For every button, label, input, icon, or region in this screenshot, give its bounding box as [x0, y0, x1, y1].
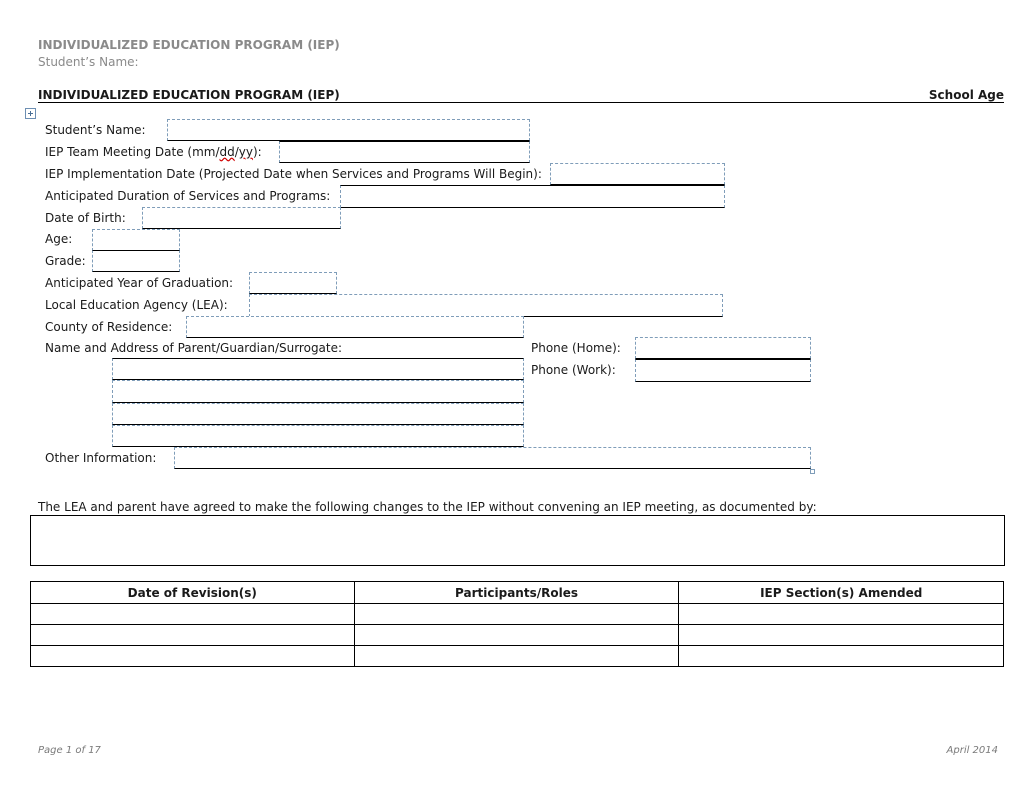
age-label: Age:: [45, 232, 73, 246]
graduation-year-label: Anticipated Year of Graduation:: [45, 276, 234, 290]
date-of-birth-label: Date of Birth:: [45, 211, 126, 225]
county-field[interactable]: [186, 316, 524, 338]
date-of-birth-field[interactable]: [142, 207, 341, 229]
form-title: INDIVIDUALIZED EDUCATION PROGRAM (IEP): [38, 88, 340, 102]
grade-label: Grade:: [45, 254, 86, 268]
participants-header: Participants/Roles: [354, 582, 679, 604]
implementation-date-label: IEP Implementation Date (Projected Date when Services and Programs Will Begin):: [45, 167, 542, 181]
revision-date-header: Date of Revision(s): [31, 582, 355, 604]
parent-address-line-3[interactable]: [112, 403, 524, 425]
table-cell[interactable]: [679, 604, 1004, 625]
anticipated-duration-label: Anticipated Duration of Services and Programs:: [45, 189, 331, 203]
meeting-date-label: IEP Team Meeting Date (mm/dd/yy):: [45, 145, 262, 159]
age-field[interactable]: [92, 229, 180, 251]
school-age-label: School Age: [928, 88, 1004, 102]
student-name-field[interactable]: [167, 119, 530, 141]
lea-field[interactable]: [249, 294, 723, 317]
anticipated-duration-field[interactable]: [340, 185, 725, 208]
table-resize-handle[interactable]: [810, 469, 815, 474]
table-cell[interactable]: [679, 625, 1004, 646]
student-name-label: Student’s Name:: [45, 123, 146, 137]
table-cell[interactable]: [354, 625, 679, 646]
table-cell[interactable]: [31, 604, 355, 625]
revision-table: [30, 581, 1004, 667]
table-cell[interactable]: [679, 646, 1004, 667]
footer-date: April 2014: [946, 745, 998, 756]
other-info-label: Other Information:: [45, 451, 157, 465]
page-header-title: INDIVIDUALIZED EDUCATION PROGRAM (IEP): [38, 38, 340, 52]
table-row: [31, 646, 1004, 667]
page-number: Page 1 of 17: [38, 745, 101, 756]
phone-work-label: Phone (Work):: [531, 363, 616, 377]
agreement-text: The LEA and parent have agreed to make the following changes to the IEP without convening an IEP meeting, as documented by:: [38, 500, 817, 514]
meeting-date-field[interactable]: [279, 141, 530, 163]
sections-amended-header: IEP Section(s) Amended: [679, 582, 1004, 604]
parent-address-line-4[interactable]: [112, 425, 524, 447]
phone-home-label: Phone (Home):: [531, 341, 621, 355]
parent-name-address-label: Name and Address of Parent/Guardian/Surrogate:: [45, 341, 343, 355]
county-label: County of Residence:: [45, 320, 173, 334]
parent-address-line-2[interactable]: [112, 380, 524, 403]
lea-label: Local Education Agency (LEA):: [45, 298, 228, 312]
table-cell[interactable]: [354, 646, 679, 667]
graduation-year-field[interactable]: [249, 272, 337, 294]
other-info-field[interactable]: [174, 447, 811, 469]
table-cell[interactable]: [354, 604, 679, 625]
implementation-date-field[interactable]: [550, 163, 725, 185]
grade-field[interactable]: [92, 250, 180, 272]
table-row: [31, 604, 1004, 625]
table-cell[interactable]: [31, 625, 355, 646]
parent-address-line-1[interactable]: [112, 358, 524, 380]
table-move-handle-icon[interactable]: [25, 108, 36, 119]
page-header-student-name: Student’s Name:: [38, 55, 139, 69]
header-rule: [38, 102, 1004, 103]
phone-home-field[interactable]: [635, 337, 811, 359]
table-cell[interactable]: [31, 646, 355, 667]
phone-work-field[interactable]: [635, 359, 811, 382]
table-row: [31, 625, 1004, 646]
agreement-box[interactable]: [30, 515, 1005, 566]
